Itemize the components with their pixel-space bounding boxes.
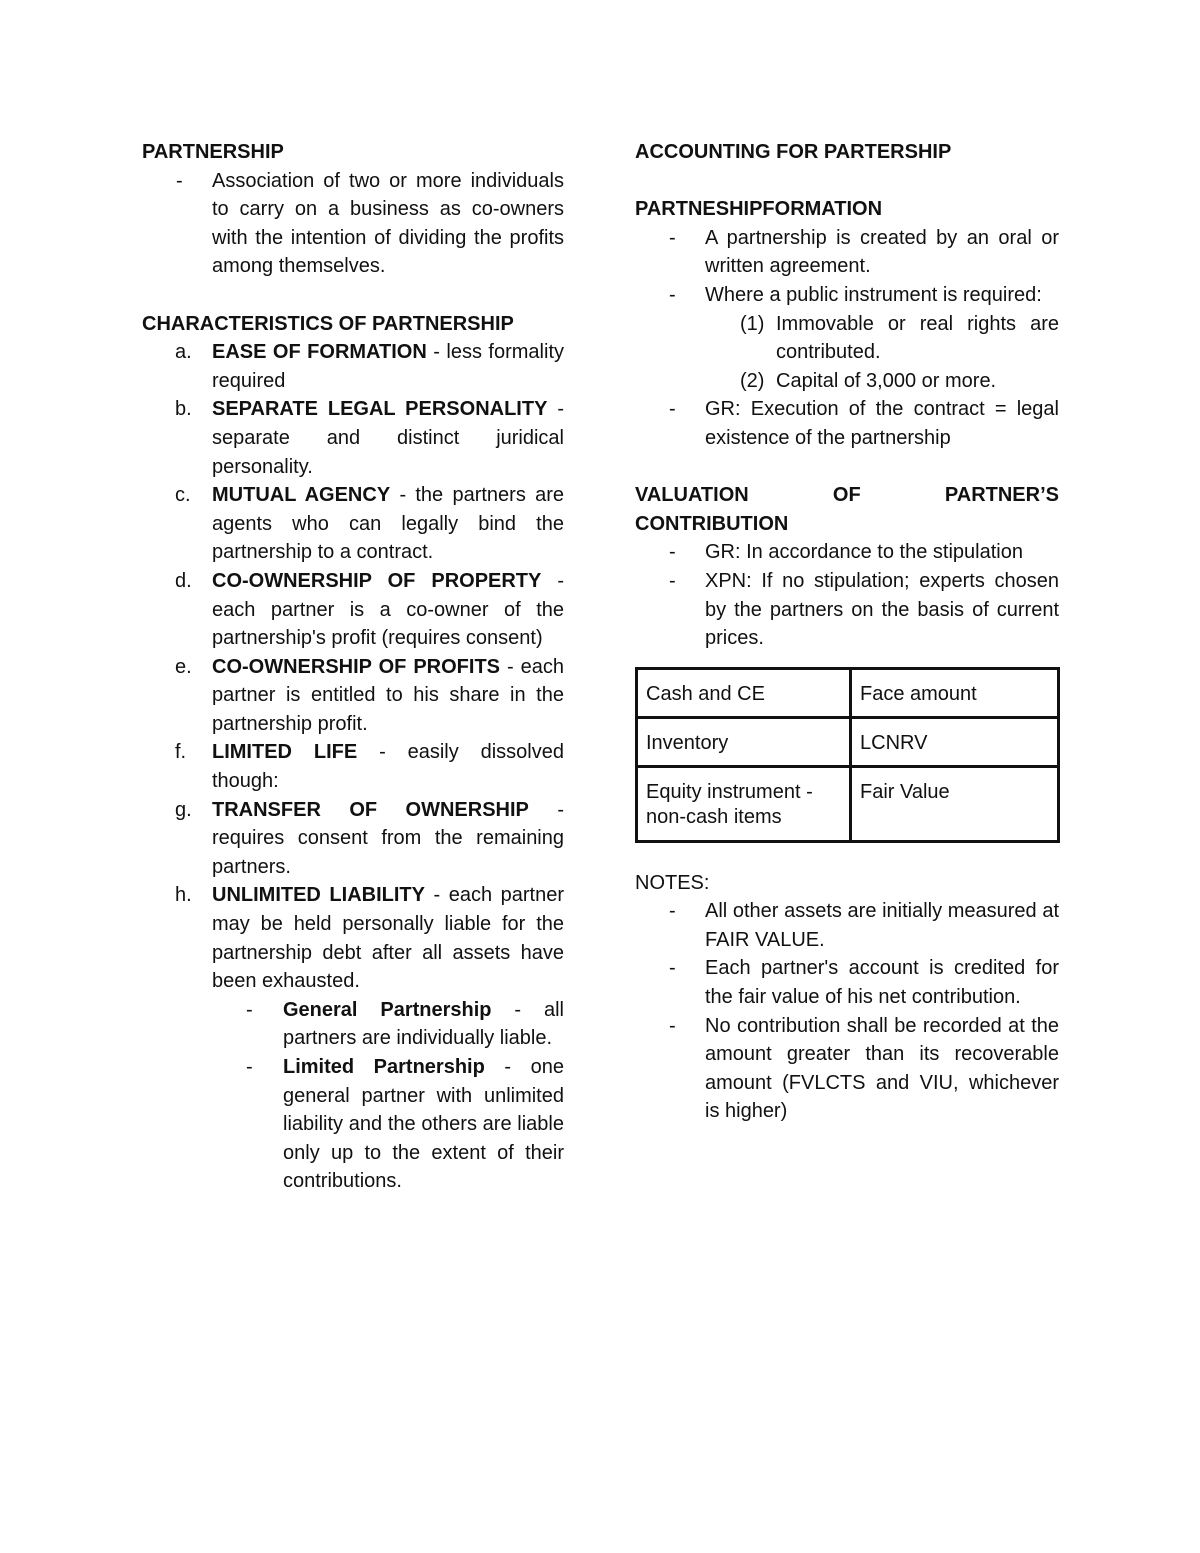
bullet-dash: -: [669, 283, 676, 306]
sub-item-general-partnership: [142, 996, 564, 1053]
bullet-text: GR: In accordance to the stipulation: [705, 541, 1023, 564]
note-item: [635, 897, 1059, 954]
table-cell-basis: LCNRV: [851, 717, 1059, 766]
bullet-dash: -: [669, 226, 676, 249]
characteristic-item: [142, 567, 564, 653]
table-cell-item: Equity instrument - non-cash items: [637, 766, 851, 841]
item-term: LIMITED LIFE: [212, 741, 358, 764]
item-desc: - the partners are agents who can legally bind the partnership to a contract.: [212, 484, 564, 564]
item-term: SEPARATE LEGAL PERSONALITY: [212, 398, 548, 421]
sub-item-desc: - all partners are individually liable.: [283, 998, 564, 1050]
partnership-definition: [142, 167, 564, 281]
item-term: UNLIMITED LIABILITY: [212, 884, 425, 907]
note-text: Each partner's account is credited for the fair value of his net contribution.: [705, 957, 1059, 1009]
valuation-table: [635, 667, 1060, 843]
table-row: [637, 766, 1059, 841]
bullet-dash: -: [246, 1056, 253, 1078]
note-text: All other assets are initially measured at FAIR VALUE.: [705, 900, 1059, 951]
bullet-text: A partnership is created by an oral or written agreement.: [705, 226, 1059, 278]
item-desc: - easily dissolved though:: [212, 741, 564, 793]
item-term: EASE OF FORMATION: [212, 341, 427, 364]
characteristic-item: [142, 338, 564, 395]
item-text: Capital of 3,000 or more.: [776, 369, 997, 392]
item-marker: b.: [175, 398, 192, 421]
characteristic-item: [142, 738, 564, 795]
valuation-bullet: [635, 538, 1059, 567]
characteristic-item: [142, 481, 564, 567]
item-text: Immovable or real rights are contributed.: [776, 312, 1059, 364]
accounting-title: ACCOUNTING FOR PARTERSHIP: [635, 141, 952, 163]
bullet-dash: -: [669, 957, 676, 980]
formation-bullet: [635, 281, 1059, 310]
bullet-dash: -: [669, 900, 676, 923]
item-term: CO-OWNERSHIP OF PROPERTY: [212, 569, 542, 592]
bullet-dash: -: [669, 1014, 676, 1037]
item-marker: d.: [175, 569, 192, 592]
formation-bullet: [635, 224, 1059, 281]
item-term: TRANSFER OF OWNERSHIP: [212, 798, 529, 821]
table-cell-basis: Fair Value: [851, 766, 1059, 841]
item-marker: (1): [740, 312, 765, 335]
item-marker: c.: [175, 484, 191, 507]
sub-item-term: Limited Partnership: [283, 1056, 485, 1078]
item-desc: - requires consent from the remaining partners.: [212, 798, 564, 878]
characteristic-item: [142, 881, 564, 995]
note-text: No contribution shall be recorded at the amount greater than its recoverable amount (FVLCTS and VIU, whichever is higher): [705, 1014, 1059, 1123]
left-column: [142, 138, 564, 1196]
item-marker: (2): [740, 369, 765, 392]
note-item: [635, 954, 1059, 1011]
bullet-dash: -: [669, 541, 676, 564]
table-cell-basis: Face amount: [851, 668, 1059, 717]
bullet-text: XPN: If no stipulation; experts chosen by the partners on the basis of current prices.: [705, 569, 1059, 650]
valuation-heading-line2: CONTRIBUTION: [635, 512, 789, 535]
item-desc: - each partner is entitled to his share in the partnership profit.: [212, 655, 564, 735]
table-cell-item: Inventory: [637, 717, 851, 766]
sub-item-limited-partnership: [142, 1053, 564, 1196]
item-desc: - separate and distinct juridical personality.: [212, 398, 564, 478]
item-marker: f.: [175, 741, 187, 764]
notes-heading: NOTES:: [635, 871, 710, 894]
valuation-heading: VALUATION OF PARTNER’S: [635, 484, 1059, 507]
table-row: [637, 717, 1059, 766]
table-cell-item: Cash and CE: [637, 668, 851, 717]
valuation-bullet: [635, 567, 1059, 653]
note-item: [635, 1012, 1059, 1126]
item-marker: e.: [175, 655, 192, 678]
item-desc: - each partner may be held personally liable for the partnership debt after all assets have been exhausted.: [212, 884, 564, 993]
item-desc: - less formality required: [212, 341, 564, 392]
item-marker: g.: [175, 798, 192, 821]
item-term: CO-OWNERSHIP OF PROFITS: [212, 655, 501, 678]
definition-text: Association of two or more individuals to carry on a business as co-owners with the intention of dividing the profits among themselves.: [212, 169, 564, 278]
formation-numbered-item: [635, 367, 1059, 396]
partnership-heading: PARTNERSHIP: [142, 141, 284, 163]
characteristic-item: [142, 796, 564, 882]
characteristic-item: [142, 653, 564, 739]
characteristic-item: [142, 395, 564, 481]
bullet-dash: -: [669, 398, 676, 421]
formation-heading: PARTNESHIPFORMATION: [635, 198, 883, 221]
bullet-dash: -: [246, 998, 253, 1021]
sub-item-desc: - one general partner with unlimited liability and the others are liable only up to the extent of their contributions.: [283, 1056, 564, 1193]
characteristics-heading: CHARACTERISTICS OF PARTNERSHIP: [142, 312, 514, 335]
bullet-dash: -: [176, 169, 183, 192]
item-desc: - each partner is a co-owner of the partnership's profit (requires consent): [212, 569, 565, 650]
item-marker: a.: [175, 341, 192, 364]
bullet-dash: -: [669, 569, 676, 592]
bullet-text: GR: Execution of the contract = legal existence of the partnership: [705, 398, 1059, 449]
sub-item-term: General Partnership: [283, 998, 492, 1021]
formation-bullet: [635, 395, 1059, 452]
item-term: MUTUAL AGENCY: [212, 484, 391, 507]
table-row: [637, 668, 1059, 717]
formation-numbered-item: [635, 310, 1059, 367]
right-column: [635, 138, 1059, 1126]
bullet-text: Where a public instrument is required:: [705, 283, 1042, 306]
item-marker: h.: [175, 884, 192, 907]
